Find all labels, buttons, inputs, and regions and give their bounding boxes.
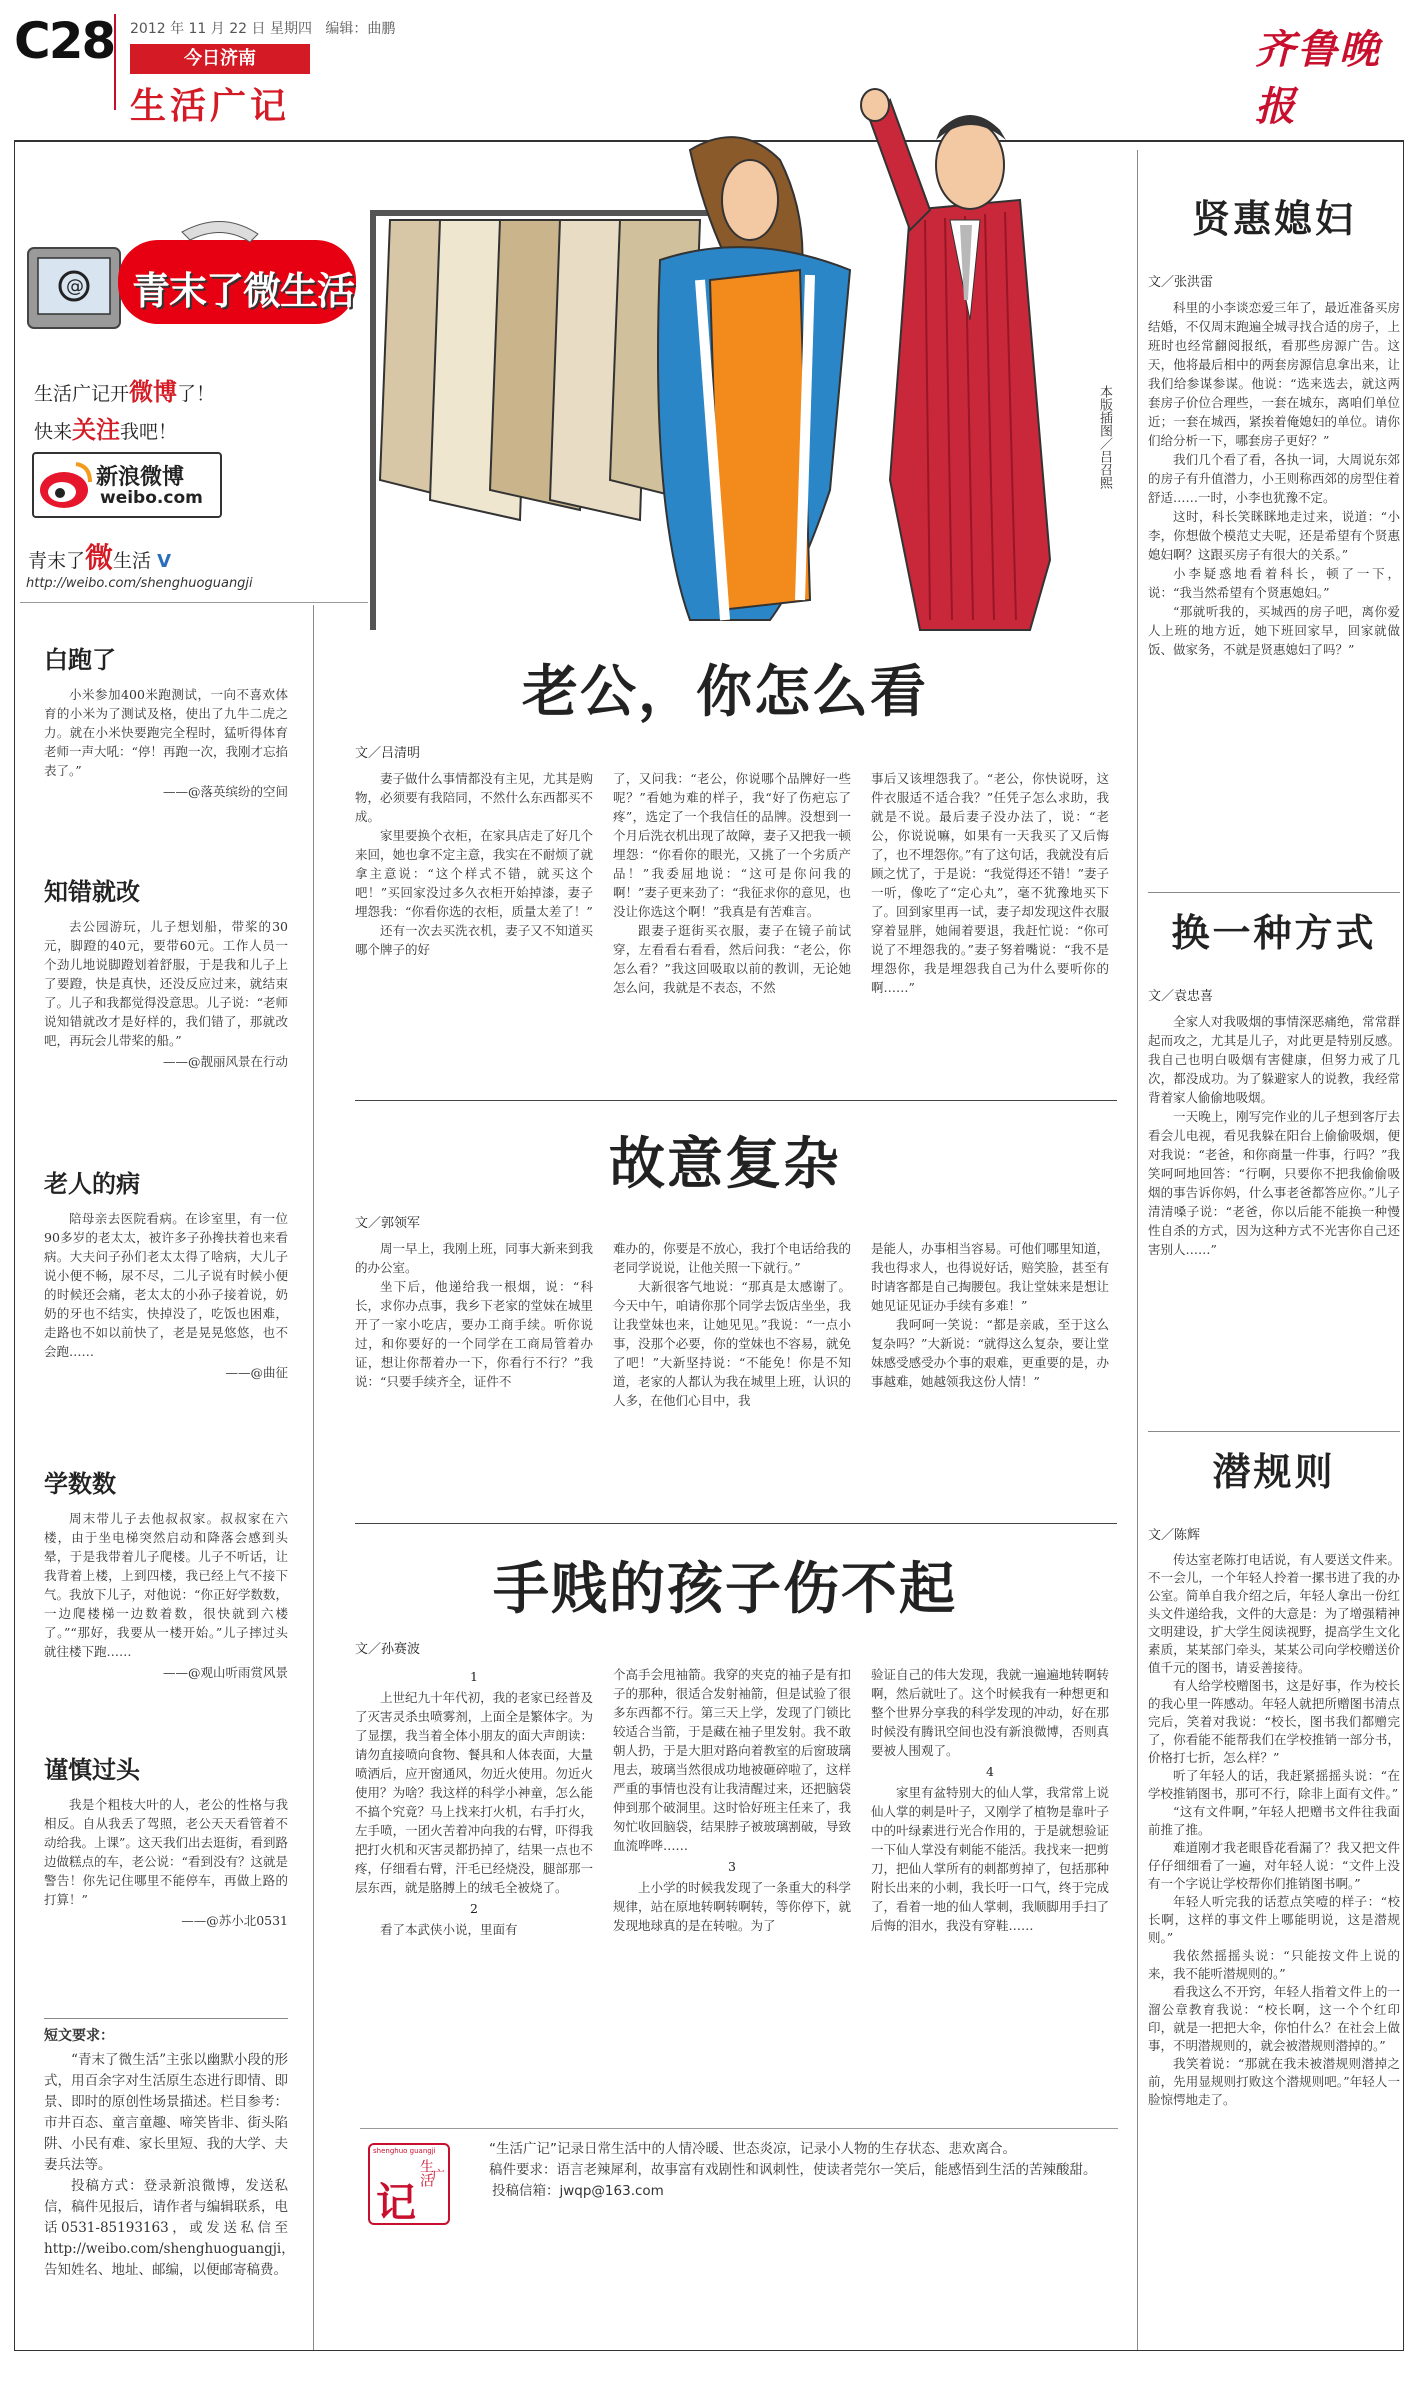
right-story-2 — [1148, 888, 1400, 1427]
paragraph: 跟妻子逛街买衣服，妻子在镜子前试穿，左看看右看看，然后问我：“老公，你怎么看？”我这回吸取以前的教训，无论她怎么问，我就是不表态，不然 — [613, 923, 851, 995]
weibo-banner — [22, 218, 362, 346]
paragraph: 小李疑惑地看着科长，顿了一下，说：“我当然希望有个贤惠媳妇。” — [1148, 566, 1400, 600]
paragraph: “那就听我的，买城西的房子吧，离你爱人上班的地方近，她下班回家早，回家就做饭、做家务，不就是贤惠媳妇了吗？” — [1148, 604, 1400, 657]
story2-author: 文／郭领军 — [355, 1216, 421, 1231]
section-number: 3 — [728, 1859, 736, 1874]
paragraph: 了，又问我：“老公，你说哪个品牌好一些呢？”看她为难的样子，我“好了伤疤忘了疼”，选定了一个我信任的品牌。没想到一个月后洗衣机出现了故障，妻子又把我一顿埋怨：“你看你的眼光，又挑了一个劣质产品！”我委屈地说：“这可是你问我的啊！”妻子更来劲了：“我征求你的意见，也没让你选这个啊！”我真是有苦难言。 — [613, 771, 851, 919]
right-story-author: 文／陈辉 — [1148, 1528, 1201, 1543]
left-item-2 — [44, 872, 288, 1164]
paragraph: 妻子做什么事情都没有主见，尤其是购物，必须要有我陪同，不然什么东西都买不成。 — [355, 771, 593, 824]
seal-latin: shenghuo guangji — [373, 2147, 436, 2155]
story2-col1 — [355, 1239, 593, 1410]
story1-col3 — [871, 769, 1109, 997]
left-item-text: 周末带儿子去他叔叔家。叔叔家在六楼，由于坐电梯突然启动和降落会感到头晕，于是我带着儿子爬楼。儿子不听话，让我背着上楼，上到四楼，我已经上气不接下气。我放下儿子，对他说：“你正好学数数，一边爬楼梯一边数着数，很快就到六楼了。”“那好，我要从一楼开始。”儿子摔过头就往楼下跑…… — [44, 1511, 288, 1659]
paragraph: 坐下后，他递给我一根烟，说：“科长，求你办点事，我乡下老家的堂妹在城里开了一家小吃店，要办工商手续。听你说过，和你要好的一个同学在工商局管着办证，想让你帮着办一下，你看行不行？”我说：“只要手续齐全，证件不 — [355, 1279, 593, 1389]
submission-requirements — [44, 2018, 295, 2281]
paragraph: 科里的小李谈恋爱三年了，最近准备买房结婚，不仅周末跑遍全城寻找合适的房子，上班时也经常翻阅报纸，看那些房源广告。这天，他将最后相中的两套房源信息拿出来，让我们给参谋参谋。他说：“选来选去，就这两套房子价位合理些，一套在城东，离咱们单位近；一套在城西，紧挨着俺媳妇的单位。请你们给分析一下，哪套房子更好？” — [1148, 300, 1400, 448]
story2-title: 故意复杂 — [609, 1132, 841, 1197]
paragraph: 家里有盆特别大的仙人掌，我常常上说仙人掌的刺是叶子，又刚学了植物是靠叶子中的叶绿素进行光合作用的，于是就想验证一下仙人掌没有刺能不能活。我找来一把剪刀，把仙人掌所有的刺都剪掉了，包括那种附长出来的小刺，我长吁一口气，终于完成了，看着一地的仙人掌刺，我顺脚用手扫了后悔的泪水，我没有穿鞋…… — [871, 1785, 1109, 1933]
section-badge: 今日济南 — [130, 44, 310, 74]
paragraph: 难道刚才我老眼昏花看漏了？我又把文件仔仔细细看了一遍，对年轻人说：“文件上没有一个字说让学校帮你们推销图书啊。” — [1148, 1840, 1400, 1891]
paragraph: 家里要换个衣柜，在家具店走了好几个来回，她也拿不定主意，我实在不耐烦了就拿主意说：“这个样式不错，就买这个吧！”买回家没过多久衣柜开始掉漆，妻子埋怨我：“你看你选的衣柜，质量太差了！” — [355, 828, 593, 919]
weibo-banner-title: 青末了微生活 — [132, 269, 355, 313]
paragraph: 年轻人听完我的话惹点笑噎的样子：“校长啊，这样的事文件上哪能明说，这是潜规则。” — [1148, 1894, 1400, 1945]
left-item-3 — [44, 1164, 288, 1464]
story2 — [355, 1212, 1120, 1410]
column-seal — [368, 2143, 450, 2225]
seal-char-big: 记 — [376, 2179, 416, 2226]
left-item-5 — [44, 1750, 288, 2018]
main-illustration — [330, 60, 1130, 640]
weibo-line-2: 快来关注我吧！ — [34, 416, 178, 444]
weibo-eye-icon — [36, 456, 94, 514]
story3-author: 文／孙赛波 — [355, 1642, 421, 1657]
left-item-text: 小米参加400米跑测试，一向不喜欢体育的小米为了测试及格，使出了九牛二虎之力。就在小米快要跑完全程时，猛听得体育老师一声大吼：“停！再跑一次，我刚才忘掐表了。” — [44, 687, 288, 778]
paragraph: 个高手会甩袖箭。我穿的夹克的袖子是有扣子的那种，很适合发射袖箭，但是试验了很多东西都不行。第三天上学，发现了门锁比较适合当箭，于是藏在袖子里发射。我不敢朝人扔，于是大胆对路向着教室的后窗玻璃甩去，玻璃当然很成功地被砸碎啦了，这样严重的事情也没有让我清醒过来，还把脑袋伸到那个破洞里。这时恰好班主任来了，我匆忙收回脑袋，结果脖子被玻璃割破，导致血流哗哗…… — [613, 1667, 851, 1853]
story3-title: 手贱的孩子伤不起 — [493, 1557, 957, 1622]
left-item-signature: ——@观山听雨赏风景 — [162, 1665, 288, 1680]
section-number: 4 — [986, 1764, 994, 1779]
seal-char: 广 — [432, 2169, 446, 2184]
weibo-url[interactable]: http://weibo.com/shenghuoguangji — [26, 576, 253, 591]
left-item-text: 陪母亲去医院看病。在诊室里，有一位90多岁的老太太，被许多子孙搀扶着也来看病。大夫问子孙们老太太得了啥病，大儿子说小便不畅，尿不尽，二儿子说有时候小便的时候还会痛，老太太的小孙子接着说，奶奶的牙也不结实，快掉没了，吃饭也困难，走路也不如以前快了，老是晃晃悠悠，也不会跑…… — [44, 1211, 288, 1359]
sina-weibo-logo-url: weibo.com — [100, 488, 203, 508]
left-item-signature: ——@曲征 — [225, 1365, 288, 1380]
paragraph: 这时，科长笑眯眯地走过来，说道：“小李，你想做个模范丈夫呢，还是希望有个贤惠媳妇啊？这跟买房子有很大的关系。” — [1148, 509, 1400, 562]
story3 — [355, 1638, 1120, 1939]
right-story-title: 潜规则 — [1212, 1450, 1336, 1494]
submission-contact: 投稿方式：登录新浪微博，发送私信，稿件见报后，请作者与编辑联系，电话0531-85193163，或发送私信至http://weibo.com/shenghuoguangji，告知姓名、地址、邮编，以便邮寄稿费。 — [44, 2178, 295, 2278]
paragraph: “这有文件啊，”年轻人把赠书文件往我面前推了推。 — [1148, 1804, 1400, 1837]
paragraph: 我依然摇摇头说：“只能按文件上说的来，我不能听潜规则的。” — [1148, 1948, 1400, 1981]
paragraph: 周一早上，我刚上班，同事大新来到我的办公室。 — [355, 1241, 593, 1275]
column-requirements: 稿件要求：语言老辣犀利，故事富有戏剧性和讽刺性，使读者莞尔一笑后，能感悟到生活的苦辣酸甜。 — [489, 2162, 1097, 2178]
paragraph: 听了年轻人的话，我赶紧摇摇头说：“在学校推销图书，那可不行，除非上面有文件。” — [1148, 1768, 1400, 1801]
paragraph: 大新很客气地说：“那真是太感谢了。今天中午，咱请你那个同学去饭店坐坐，我让我堂妹也来，让她见见。”我说：“一点小事，没那个必要，你的堂妹也不容易，就免了吧！”大新坚持说：“不能免！你是不知道，老家的人都认为我在城里上班，认识的人多，在他们心目中，我 — [613, 1279, 851, 1408]
column-description: “生活广记”记录日常生活中的人情冷暖、世态炎凉，记录小人物的生存状态、悲欢离合。 — [489, 2141, 1016, 2157]
paragraph: 事后又该埋怨我了。“老公，你快说呀，这件衣服适不适合我？”任凭子怎么求助，我就是不说。最后妻子没办法了，说：“老公，你说说嘛，如果有一天我买了又后悔了，也不埋怨你。”有了这句话，我就没有后顾之忧了，于是说：“我觉得还不错！”妻子一听，像吃了“定心丸”，毫不犹豫地买下了。回到家里再一试，妻子却发现这件衣服穿着显胖，她闹着要退，我赶忙说：“你可说了不埋怨我的。”妻子努着嘴说：“我不是埋怨你，我是埋怨我自己为什么要听你的啊……” — [871, 771, 1109, 995]
story3-col3 — [871, 1665, 1109, 1939]
paragraph: 是能人，办事相当容易。可他们哪里知道，我也得求人，也得说好话，赔笑脸，甚至有时请客都是自己掏腰包。我让堂妹来是想让她见证见证办手续有多难！” — [871, 1241, 1109, 1313]
paragraph: 全家人对我吸烟的事情深恶痛绝，常常群起而攻之，尤其是儿子，对此更是特别反感。我自己也明白吸烟有害健康，但努力戒了几次，都没成功。为了躲避家人的说教，我经常背着家人偷偷地吸烟。 — [1148, 1014, 1400, 1105]
newspaper-logo: 齐鲁晚报 — [1255, 26, 1381, 130]
section-name: 生活广记 — [130, 86, 291, 127]
section-number: 1 — [470, 1669, 478, 1684]
left-item-title: 白跑了 — [44, 646, 116, 674]
weibo-line-1: 生活广记开微博了！ — [34, 378, 216, 406]
story1-title: 老公，你怎么看 — [522, 660, 928, 725]
story3-col1 — [355, 1665, 593, 1939]
paragraph: 上小学的时候我发现了一条重大的科学规律，站在原地转啊转啊转，等你停下，就发现地球真的是在转啦。为了 — [613, 1880, 851, 1933]
sina-weibo-logo-text: 新浪微博 — [96, 465, 185, 490]
right-story-author: 文／袁忠喜 — [1148, 989, 1214, 1004]
story1-author: 文／吕清明 — [355, 746, 421, 761]
seal-char: 生活 — [418, 2159, 434, 2187]
right-story-author: 文／张洪雷 — [1148, 275, 1214, 290]
story2-col3 — [871, 1239, 1109, 1410]
weibo-account: 青末了微生活 V — [28, 541, 172, 574]
left-item-title: 谨慎过头 — [44, 1756, 140, 1784]
paragraph: 传达室老陈打电话说，有人要送文件来。不一会儿，一个年轻人拎着一摞书进了我的办公室。简单自我介绍之后，年轻人拿出一份红头文件递给我，文件的大意是：为了增强精神文明建设，扩大学生阅读视野，提高学生文化素质，某某部门牵头，某某公司向学校赠送价值千元的图书，请妥善接待。 — [1148, 1552, 1400, 1675]
story1-col2 — [613, 769, 851, 997]
left-column — [44, 640, 295, 2281]
paragraph: 我笑着说：“那就在我未被潜规则潜掉之前，先用显规则打败这个潜规则吧。”年轻人一脸惊愕地走了。 — [1148, 2056, 1400, 2107]
paragraph: 还有一次去买洗衣机，妻子又不知道买哪个牌子的好 — [355, 923, 593, 957]
paragraph: 上世纪九十年代初，我的老家已经普及了灭害灵杀虫喷雾剂，上面全是繁体字。为了显摆，我当着全体小朋友的面大声朗读：请勿直接喷向食物、餐具和人体表面，大量喷洒后，应开窗通风，勿近火使用。勿近火使用？为啥？我这样的科学小神童，怎么能不搞个究竟？马上找来打火机，右手打火，左手喷，一团火苦着冲向我的右臂，吓得我把打火机和灭害灵都扔掉了，结果一点也不疼，仔细看右臂，汗毛已经烧没，腿部那一层东西，就是胳膊上的绒毛全被烧了。 — [355, 1690, 593, 1895]
paragraph: 一天晚上，刚写完作业的儿子想到客厅去看会儿电视，看见我躲在阳台上偷偷吸烟，便对我说：“老爸，和你商量一件事，行吗？”我笑呵呵地回答：“行啊，只要你不把我偷偷吸烟的事告诉你妈，什么事老爸都答应你。”儿子清清嗓子说：“老爸，你以后能不能换一种慢性自杀的方式，因为这种方式不光害你自己还害别人……” — [1148, 1109, 1400, 1257]
verified-icon: V — [157, 551, 172, 572]
section-number: 2 — [470, 1901, 478, 1916]
submission-title: 短文要求： — [44, 2028, 114, 2044]
left-item-signature: ——@靓丽风景在行动 — [162, 1054, 288, 1069]
paragraph: 难办的，你要是不放心，我打个电话给我的老同学说说，让他关照一下就行。” — [613, 1241, 851, 1275]
paragraph: 有人给学校赠图书，这是好事，作为校长的我心里一阵感动。年轻人就把所赠图书清点完后，笑着对我说：“校长，图书我们都赠完了，你看能不能帮我们在学校推销一部分书，价格打七折，怎么样？” — [1148, 1678, 1400, 1765]
right-story-title: 换一种方式 — [1171, 911, 1377, 955]
story3-col2 — [613, 1665, 851, 1939]
left-item-text: 我是个粗枝大叶的人，老公的性格与我相反。自从我丢了驾照，老公天天看管着不动给我。上课”。这天我们出去逛街，看到路边做糕点的车，老公说：“看到没有？这就是警告！你先记住哪里不能停车，再做上路的打算！” — [44, 1797, 288, 1907]
paragraph: 我们几个看了看，各执一词，大周说东郊的房子有升值潜力，小王则称西郊的房型住着舒适……一时，小李也犹豫不定。 — [1148, 452, 1400, 505]
paragraph: 验证自己的伟大发现，我就一遍遍地转啊转啊，然后就吐了。这个时候我有一种想更和整个世界分享我的科学发现的冲动，好在那时候没有腾讯空间也没有新浪微博，否则真要被人围观了。 — [871, 1667, 1109, 1758]
paragraph: 我呵呵一笑说：“都是亲戚，至于这么复杂吗？”大新说：“就得这么复杂，要让堂妹感受感受办个事的艰难，更重要的是，办事越难，她越领我这份人情！” — [871, 1317, 1109, 1389]
right-story-title: 贤惠媳妇 — [1191, 197, 1356, 241]
right-story-1 — [1148, 188, 1400, 888]
left-item-title: 学数数 — [44, 1470, 116, 1498]
left-item-signature: ——@苏小北0531 — [181, 1913, 288, 1928]
column-info-box — [360, 2128, 1118, 2239]
paragraph: 看我这么不开窍，年轻人指着文件上的一溜公章教育我说：“校长啊，这一个个红印印，就是一把把大伞，你怕什么？在社会上做事，不明潜规则的，就会被潜规则潜掉的。” — [1148, 1984, 1400, 2053]
column-email: 投稿信箱：jwqp@163.com — [492, 2183, 664, 2199]
left-item-text: 去公园游玩，儿子想划船，带桨的30元，脚蹬的40元，要带60元。工作人员一个劲儿地说脚蹬划着舒服，于是我和儿子上了要蹬，快是真快，还没反应过来，就结束了。儿子和我都觉得没意思。儿子说：“老师说知错就改才是好样的，我们错了，那就改吧，再玩会儿带桨的船。” — [44, 919, 288, 1048]
page-number: C28 — [14, 12, 115, 70]
paragraph: 看了本武侠小说，里面有 — [380, 1922, 518, 1937]
story2-col2 — [613, 1239, 851, 1410]
sina-weibo-logo[interactable] — [32, 452, 222, 518]
left-item-1 — [44, 640, 288, 872]
right-column — [1148, 188, 1400, 2109]
left-item-4 — [44, 1464, 288, 1750]
left-item-title: 老人的病 — [44, 1170, 140, 1198]
email-link[interactable]: jwqp@163.com — [559, 2183, 664, 2199]
illustration-credit: 本版插图／吕召熙 — [1097, 385, 1112, 489]
story1-col1 — [355, 769, 593, 997]
right-story-3 — [1148, 1427, 1400, 2109]
left-item-signature: ——@落英缤纷的空间 — [162, 784, 288, 799]
date-line: 2012 年 11 月 22 日 星期四 编辑：曲鹏 — [130, 21, 396, 37]
story1 — [355, 742, 1120, 997]
left-item-title: 知错就改 — [44, 878, 140, 906]
svg-text:@: @ — [66, 276, 84, 297]
submission-text: “青末了微生活”主张以幽默小段的形式，用百余字对生活原生态进行即情、即景、即时的原创性场景描述。栏目参考：市井百态、童言童趣、啼笑皆非、街头陷阱、小民有难、家长里短、我的大学、夫妻兵法等。 — [44, 2052, 288, 2173]
